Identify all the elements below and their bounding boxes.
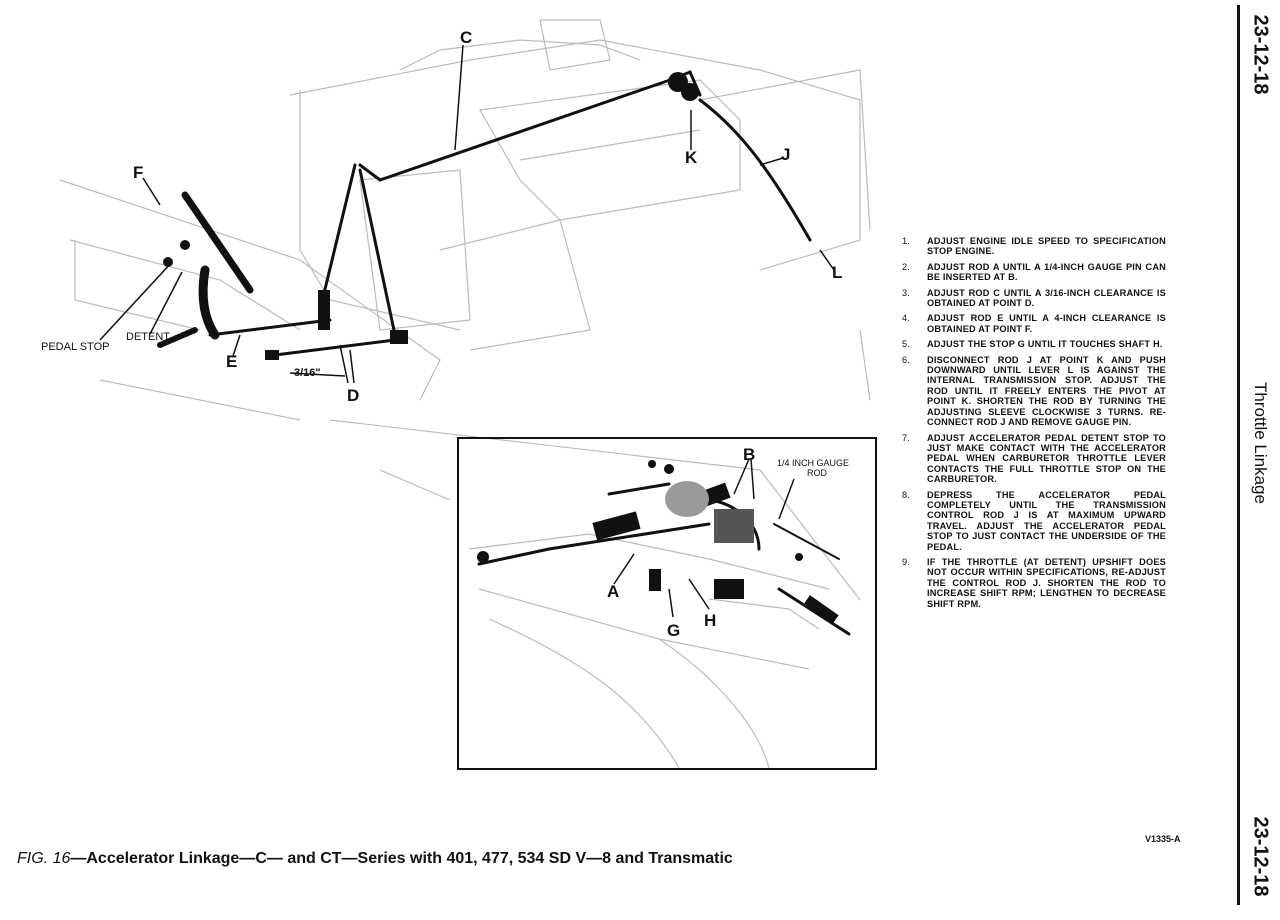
step-item xyxy=(902,236,1166,257)
step-number: 2. xyxy=(902,261,911,272)
adjustment-steps xyxy=(902,236,1166,614)
step-number: 4. xyxy=(902,313,911,324)
step-number: 5. xyxy=(902,339,911,350)
step-item xyxy=(902,433,1166,485)
inset-label-H: H xyxy=(704,611,717,630)
inset-detail xyxy=(457,437,877,770)
inset-label-A: A xyxy=(607,582,620,601)
step-text: ADJUST ROD E UNTIL A 4-INCH CLEARANCE IS OBTAINED AT POINT F. xyxy=(927,313,1166,334)
step-number: 6. xyxy=(902,354,911,365)
step-item xyxy=(902,288,1166,309)
inset-label-gauge-rod-line2: ROD xyxy=(807,468,827,478)
label-D: D xyxy=(347,386,360,405)
label-detent: DETENT xyxy=(126,331,170,343)
step-item xyxy=(902,355,1166,428)
linkage-parts xyxy=(163,72,699,360)
step-item xyxy=(902,313,1166,334)
figure-code: V1335-A xyxy=(1145,834,1181,844)
inset-illustration xyxy=(459,439,875,768)
inset-label-G: G xyxy=(667,621,681,640)
step-item xyxy=(902,490,1166,552)
step-text: ADJUST ENGINE IDLE SPEED TO SPECIFICATION STOP ENGINE. xyxy=(927,236,1166,257)
step-number: 9. xyxy=(902,556,911,567)
step-text: ADJUST THE STOP G UNTIL IT TOUCHES SHAFT H. xyxy=(927,339,1163,350)
linkage-rods xyxy=(160,72,810,355)
step-item xyxy=(902,339,1166,349)
inset-label-B: B xyxy=(743,445,756,464)
label-C: C xyxy=(460,28,473,47)
section-title: Throttle Linkage xyxy=(1251,382,1270,504)
step-text: ADJUST ROD C UNTIL A 3/16-INCH CLEARANCE IS OBTAINED AT POINT D. xyxy=(927,287,1166,309)
step-text: ADJUST ACCELERATOR PEDAL DETENT STOP TO JUST MAKE CONTACT WITH THE ACCELERATOR PEDAL WHEN CARBURETOR THROTTLE LEVER CONTACTS THE FULL THROTTLE STOP ON THE CARBURETOR. xyxy=(927,432,1166,485)
step-item xyxy=(902,557,1166,609)
step-text: DISCONNECT ROD J AT POINT K AND PUSH DOWNWARD UNTIL LEVER L IS AGAINST THE INTERNAL TRANSMISSION STOP. ADJUST THE ROD UNTIL IT FREELY ENTERS THE PIVOT AT POINT K. SHORTEN THE ROD BY TURNING THE ADJUSTING SLEEVE CLOCKWISE 3 TURNS. RE-CONNECT ROD J AND REMOVE GAUGE PIN. xyxy=(927,354,1166,428)
label-L: L xyxy=(832,263,843,282)
figure-caption-text: —Accelerator Linkage—C— and CT—Series with 401, 477, 534 SD V—8 and Transmatic xyxy=(70,850,733,867)
label-pedal-stop: PEDAL STOP xyxy=(41,341,110,353)
step-number: 8. xyxy=(902,489,911,500)
label-K: K xyxy=(685,148,698,167)
label-gap: 3/16" xyxy=(294,367,321,379)
step-number: 1. xyxy=(902,236,911,246)
step-text: DEPRESS THE ACCELERATOR PEDAL COMPLETELY UNTIL THE TRANSMISSION CONTROL ROD J IS AT MAXIMUM UPWARD TRAVEL. ADJUST THE ACCELERATOR PEDAL STOP TO JUST CONTACT THE UNDERSIDE OF THE PEDAL. xyxy=(927,489,1166,552)
figure-number: FIG. 16 xyxy=(17,850,71,867)
step-number: 3. xyxy=(902,287,911,298)
label-E: E xyxy=(226,352,238,371)
step-text: ADJUST ROD A UNTIL A 1/4-INCH GAUGE PIN CAN BE INSERTED AT B. xyxy=(927,261,1166,283)
label-F: F xyxy=(133,163,144,182)
step-item xyxy=(902,262,1166,283)
label-J: J xyxy=(781,145,791,164)
inset-label-gauge-rod-line1: 1/4 INCH GAUGE xyxy=(777,458,850,468)
figure-caption xyxy=(17,850,733,868)
margin-rule xyxy=(1237,5,1240,905)
page-number-top: 23-12-18 xyxy=(1249,14,1272,95)
step-text: IF THE THROTTLE (AT DETENT) UPSHIFT DOES NOT OCCUR WITHIN SPECIFICATIONS, RE-ADJUST THE CONTROL ROD J. SHORTEN THE ROD TO INCREASE SHIFT RPM; LENGTHEN TO DECREASE SHIFT RPM. xyxy=(927,556,1166,609)
page-number-bottom: 23-12-18 xyxy=(1249,816,1272,897)
step-number: 7. xyxy=(902,432,911,443)
